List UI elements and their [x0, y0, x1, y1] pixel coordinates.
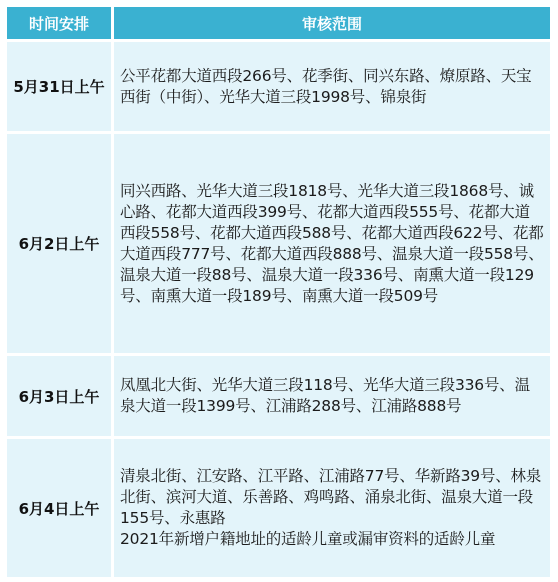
row-time: 6月4日上午 [7, 439, 114, 577]
table-row [7, 42, 550, 134]
row-scope [114, 356, 550, 436]
scope-text: 同兴西路、光华大道三段1818号、光华大道三段1868号、诚心路、花都大道西段399号、花都大道西段555号、花都大道西段558号、花都大道西段588号、花都大道西段622号、花都大道西段777号、花都大道西段888号、温泉大道一段558号、温泉大道一段88号、温泉大道一段336号、南熏大道一段129号、南熏大道一段189号、南熏大道一段509号 [120, 181, 544, 305]
schedule-table [7, 7, 550, 580]
row-time: 6月3日上午 [7, 356, 114, 436]
row-scope [114, 42, 550, 131]
scope-text: 清泉北街、江安路、江平路、江浦路77号、华新路39号、林泉北街、滨河大道、乐善路、鸡鸣路、涌泉北街、温泉大道一段155号、永惠路 [120, 467, 542, 527]
scope-note: 2021年新增户籍地址的适龄儿童或漏审资料的适龄儿童 [120, 530, 496, 548]
row-time: 5月31日上午 [7, 42, 114, 131]
scope-text: 凤凰北大街、光华大道三段118号、光华大道三段336号、温泉大道一段1399号、江浦路288号、江浦路888号 [120, 376, 530, 415]
table-row [7, 134, 550, 356]
row-time: 6月2日上午 [7, 134, 114, 353]
table-row [7, 439, 550, 580]
row-scope [114, 134, 550, 353]
header-scope: 审核范围 [114, 7, 550, 39]
table-row [7, 356, 550, 439]
row-scope [114, 439, 550, 577]
scope-text: 公平花都大道西段266号、花季街、同兴东路、燎原路、天宝西街（中街）、光华大道三段1998号、锦泉街 [120, 66, 532, 106]
header-time: 时间安排 [7, 7, 114, 39]
table-header [7, 7, 550, 42]
